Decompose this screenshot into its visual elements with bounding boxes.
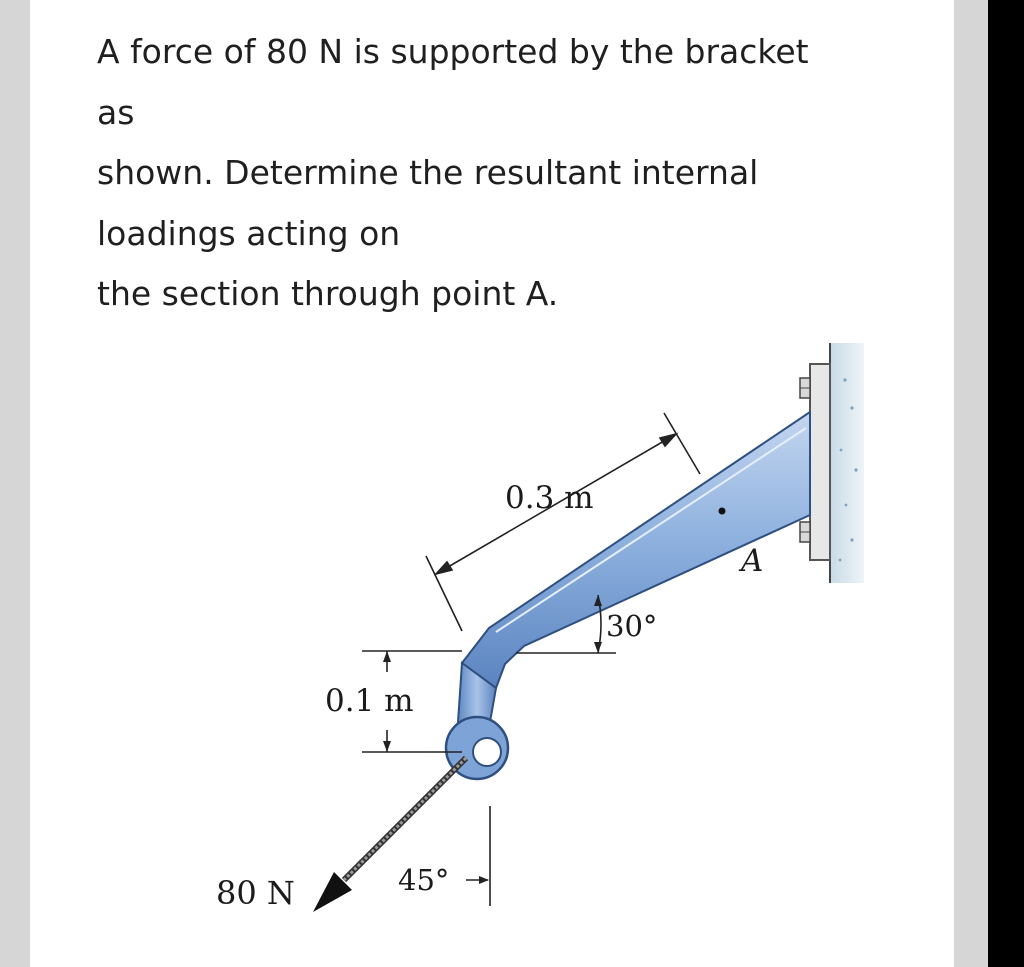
angle-45-arrow <box>479 876 489 884</box>
bolt-bottom <box>800 522 810 542</box>
label-point-a: A <box>741 543 764 579</box>
bolt-top <box>800 378 810 398</box>
dim-0.1m-arrow-bottom <box>383 741 391 752</box>
dim-0.1m-arrow-top <box>383 651 391 662</box>
label-0.3m: 0.3 m <box>505 480 594 516</box>
mounting-plate <box>810 364 830 560</box>
label-45deg: 45° <box>398 863 450 897</box>
label-30deg: 30° <box>606 609 658 643</box>
angle-30-arrow-bottom <box>594 642 602 653</box>
eye-hole <box>473 738 501 766</box>
cable <box>344 758 466 880</box>
problem-line: the section through point A. <box>97 274 559 313</box>
label-0.1m: 0.1 m <box>325 683 414 719</box>
problem-line: shown. Determine the resultant internal <box>97 153 759 192</box>
problem-line: loadings acting on <box>97 213 401 253</box>
point-a-dot <box>719 508 726 515</box>
label-80N: 80 N <box>216 874 295 912</box>
problem-line: A force of 80 N is supported by the bracket <box>97 32 809 71</box>
wall <box>830 343 864 583</box>
problem-line: as <box>97 92 135 132</box>
